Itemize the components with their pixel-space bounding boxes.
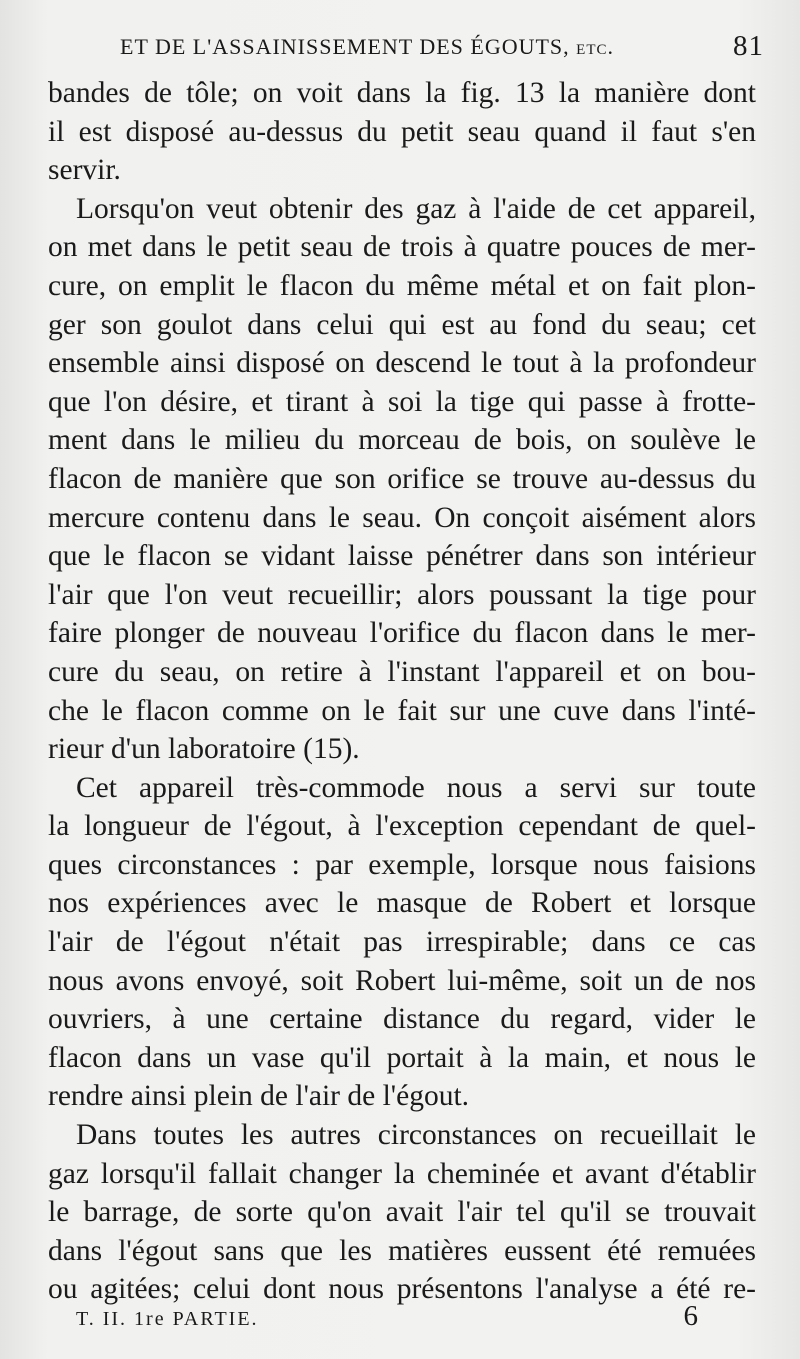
- text-line: cure, on emplit le flacon du même métal et on fait plon-: [48, 269, 756, 302]
- text-line: Cet appareil très-commode nous a servi sur toute: [76, 771, 756, 804]
- printer-signature: T. II. 1re PARTIE.: [76, 1308, 259, 1330]
- text-line: Dans toutes les autres circonstances on recueillait le: [76, 1119, 756, 1152]
- text-line: ouvriers, à une certaine distance du regard, vider le: [48, 1003, 756, 1036]
- text-line: gaz lorsqu'il fallait changer la cheminée et avant d'établir: [48, 1157, 756, 1190]
- running-head-title: ET DE L'ASSAINISSEMENT DES ÉGOUTS, etc.: [120, 34, 614, 59]
- text-line: rendre ainsi plein de l'air de l'égout.: [48, 1080, 470, 1113]
- text-line: dans l'égout sans que les matières eussent été remuées: [48, 1234, 756, 1267]
- text-line: il est disposé au-dessus du petit seau quand il faut s'en: [48, 115, 756, 148]
- text-line: ment dans le milieu du morceau de bois, on soulève le: [48, 424, 756, 457]
- text-line: rieur d'un laboratoire (15).: [48, 733, 360, 766]
- text-line: on met dans le petit seau de trois à quatre pouces de mer-: [48, 231, 756, 264]
- text-line: nos expériences avec le masque de Robert et lorsque: [48, 887, 756, 920]
- text-line: Lorsqu'on veut obtenir des gaz à l'aide de cet appareil,: [76, 192, 756, 225]
- text-line: nous avons envoyé, soit Robert lui-même, soit un de nos: [48, 964, 756, 997]
- text-line: che le flacon comme on le fait sur une cuve dans l'inté-: [48, 694, 756, 727]
- page-footer: [76, 1300, 700, 1340]
- text-line: la longueur de l'égout, à l'exception cependant de quel-: [48, 810, 756, 843]
- text-line: ques circonstances : par exemple, lorsque nous faisions: [48, 848, 756, 881]
- text-line: l'air de l'égout n'était pas irrespirable; dans ce cas: [48, 926, 756, 959]
- text-line: servir.: [48, 154, 121, 187]
- text-line: que le flacon se vidant laisse pénétrer dans son intérieur: [48, 540, 756, 573]
- text-line: bandes de tôle; on voit dans la fig. 13 la manière dont: [48, 77, 756, 109]
- page-number: 81: [733, 30, 764, 62]
- text-line: l'air que l'on veut recueillir; alors poussant la tige pour: [48, 578, 756, 611]
- text-line: flacon dans un vase qu'il portait à la main, et nous le: [48, 1041, 756, 1074]
- text-line: mercure contenu dans le seau. On conçoit aisément alors: [48, 501, 756, 534]
- text-line: que l'on désire, et tirant à soi la tige qui passe à frotte-: [48, 385, 756, 418]
- text-line: le barrage, de sorte qu'on avait l'air tel qu'il se trouvait: [48, 1196, 756, 1229]
- text-line: cure du seau, on retire à l'instant l'appareil et on bou-: [48, 655, 756, 688]
- running-head: [120, 30, 770, 66]
- text-line: ger son goulot dans celui qui est au fond du seau; cet: [48, 308, 756, 341]
- signature-mark: 6: [683, 1300, 700, 1332]
- text-line: ensemble ainsi disposé on descend le tout à la profondeur: [48, 347, 756, 380]
- body-text: [48, 74, 756, 1309]
- text-line: faire plonger de nouveau l'orifice du flacon dans le mer-: [48, 617, 756, 650]
- text-line: flacon de manière que son orifice se trouve au-dessus du: [48, 462, 756, 495]
- text-line: ou agitées; celui dont nous présentons l'analyse a été re-: [48, 1273, 756, 1306]
